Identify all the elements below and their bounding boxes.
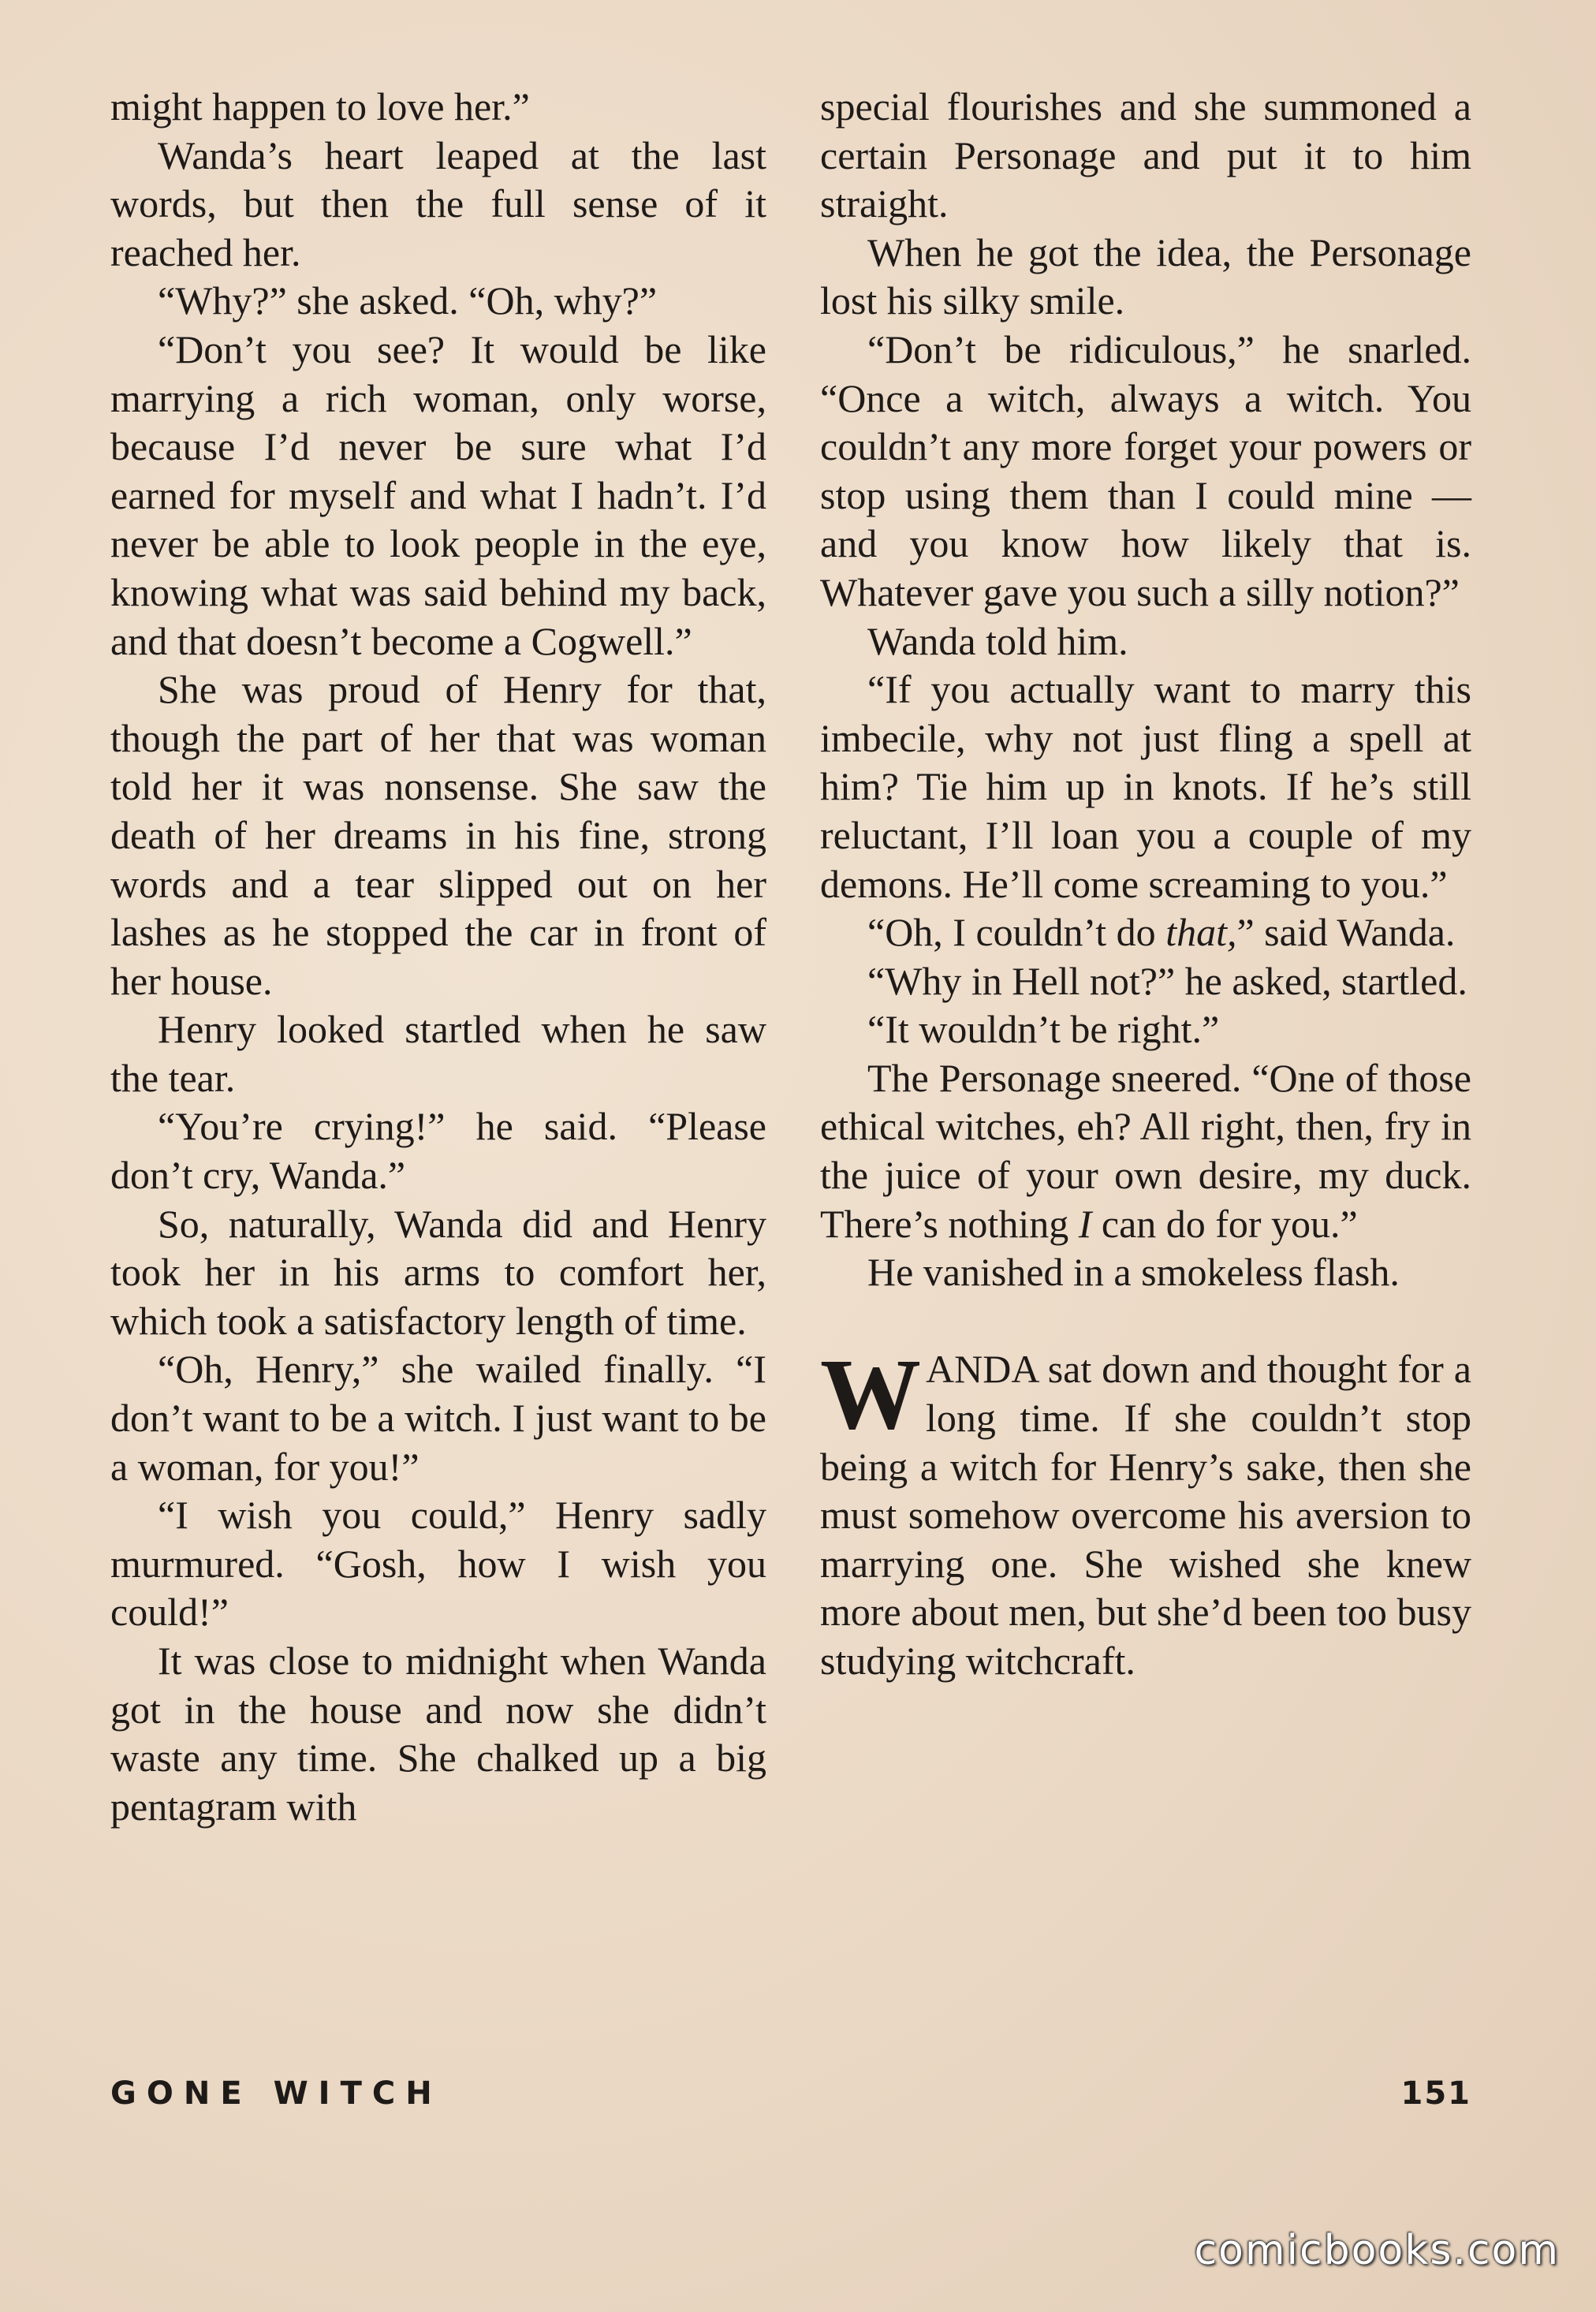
paragraph: Wanda told him. [867, 618, 1128, 663]
running-title: GONE WITCH [110, 2075, 442, 2112]
text-span: “Oh, I couldn’t do [867, 910, 1166, 955]
paragraph: “Why in Hell not?” he asked, startled. [867, 958, 1467, 1003]
section-opening-paragraph [820, 1338, 1471, 1685]
small-caps-text: ANDA [926, 1347, 1038, 1392]
page-number: 151 [1400, 2075, 1471, 2112]
paragraph: “Why?” she asked. “Oh, why?” [158, 278, 658, 323]
text-span: The Personage sneered. “One of those ethical witches, eh? All right, then, fry in the juice of your own desire, my duck. There’s nothing [820, 1055, 1471, 1246]
text-span: sat down and thought for a long time. If she couldn’t stop being a witch for Henry’s sake, then she must somehow overcome his aversion to marrying one. She wished she knew more about men, but she’d been too busy studying witchcraft. [820, 1347, 1471, 1683]
italic-text: I [1078, 1201, 1092, 1246]
paragraph: “Don’t be ridiculous,” he snarled. “Once a witch, always a witch. You couldn’t any more forget your powers or stop using them than I could mine — and you know how likely that is. Whatever gave you such a silly notion?” [820, 326, 1471, 614]
paragraph: Henry looked startled when he saw the tear. [110, 1007, 766, 1100]
drop-cap: W [820, 1338, 921, 1451]
paragraph: “It wouldn’t be right.” [867, 1007, 1220, 1052]
right-text-column [820, 83, 1471, 1686]
paragraph [820, 908, 1471, 957]
paragraph: “If you actually want to marry this imbecile, why not just fling a spell at him? Tie him up in knots. If he’s still reluctant, I’ll loan you a couple of my demons. He’ll come screaming to you.” [820, 667, 1471, 906]
italic-text: that, [1165, 910, 1237, 955]
paragraph: She was proud of Henry for that, though the part of her that was woman told her it was nonsense. She saw the death of her dreams in his fine, strong words and a tear slipped out on her lashes as he stopped the car in front of her house. [110, 667, 766, 1003]
paragraph [820, 1054, 1471, 1248]
paragraph: It was close to midnight when Wanda got in the house and now she didn’t waste any time. She chalked up a big pentagram with [110, 1639, 766, 1829]
paragraph: “Oh, Henry,” she wailed finally. “I don’t want to be a witch. I just want to be a woman, for you!” [110, 1347, 766, 1489]
paragraph: So, naturally, Wanda did and Henry took her in his arms to comfort her, which took a satisfactory length of time. [110, 1201, 766, 1343]
paragraph: special flourishes and she summoned a certain Personage and put it to him straight. [820, 84, 1471, 226]
paragraph: might happen to love her.” [110, 84, 530, 129]
left-text-column [110, 83, 766, 1831]
text-span: can do for you.” [1091, 1201, 1358, 1246]
paragraph: “Don’t you see? It would be like marrying a rich woman, only worse, because I’d never be sure what I’d earned for myself and what I hadn’t. I’d never be able to look people in the eye, knowing what was said behind my back, and that doesn’t become a Cogwell.” [110, 326, 766, 663]
page-footer [110, 2075, 1471, 2123]
text-span: ” said Wanda. [1236, 910, 1456, 955]
paragraph: “You’re crying!” he said. “Please don’t cry, Wanda.” [110, 1104, 766, 1198]
site-watermark: comicbooks.com [1194, 2227, 1560, 2274]
paragraph: He vanished in a smokeless flash. [867, 1250, 1400, 1295]
paragraph: When he got the idea, the Personage lost his silky smile. [820, 229, 1471, 323]
paragraph: “I wish you could,” Henry sadly murmured. “Gosh, how I wish you could!” [110, 1493, 766, 1635]
paragraph: Wanda’s heart leaped at the last words, but then the full sense of it reached her. [110, 132, 766, 274]
